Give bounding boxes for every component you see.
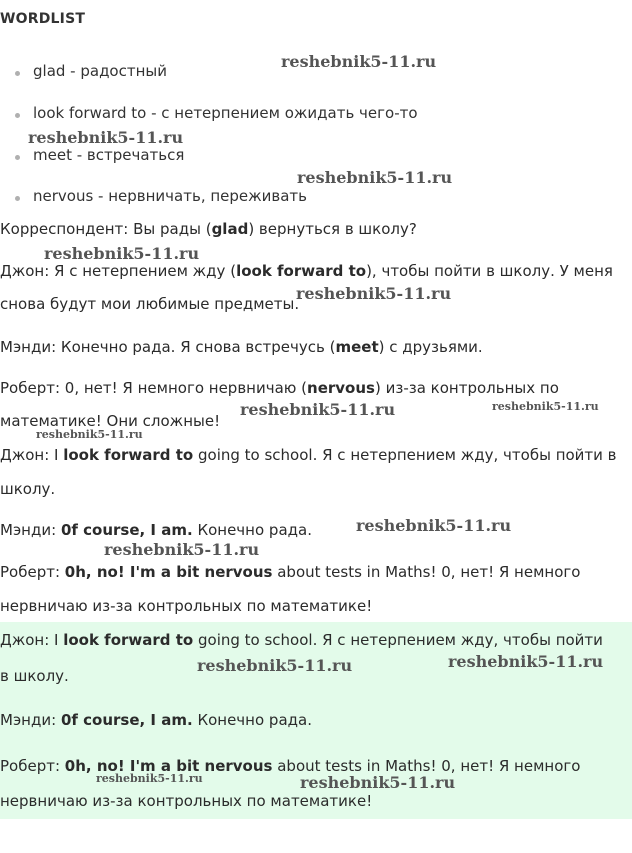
mandy-line	[0, 338, 483, 356]
speaker: Мэнди:	[0, 711, 61, 729]
text: Конечно рада.	[192, 711, 312, 729]
speaker: Джон: I	[0, 631, 64, 649]
key-word: look forward to	[236, 262, 367, 280]
highlighted-john-continued: в школу.	[0, 667, 69, 685]
wordlist-heading: WORDLIST	[0, 11, 86, 27]
watermark: reshebnik5-11.ru	[28, 128, 184, 147]
text: ), чтобы пойти в школу. У меня	[366, 262, 613, 280]
wordlist-item-text: glad - радостный	[33, 62, 167, 80]
key-word: meet	[335, 338, 379, 356]
watermark: reshebnik5-11.ru	[197, 656, 353, 675]
phrase: look forward to	[63, 446, 194, 464]
wordlist-item	[14, 62, 167, 80]
correspondent-line	[0, 220, 417, 238]
answer-robert-continued: нервничаю из-за контрольных по математике!	[0, 597, 373, 615]
phrase: 0h, no! I'm a bit nervous	[64, 563, 273, 581]
watermark: reshebnik5-11.ru	[240, 400, 396, 419]
text: Конечно рада.	[192, 521, 312, 539]
watermark: reshebnik5-11.ru	[356, 516, 512, 535]
text: ) с друзьями.	[378, 338, 483, 356]
robert-line-continued: математике! Они сложные!	[0, 412, 221, 430]
text: about tests in Maths! 0, нет! Я немного	[272, 757, 581, 775]
wordlist-item-text: meet - встречаться	[33, 146, 185, 164]
speaker: Роберт:	[0, 757, 65, 775]
wordlist-item	[14, 104, 418, 122]
text: going to school. Я с нетерпением жду, чтобы пойти	[193, 631, 603, 649]
highlighted-robert	[0, 757, 580, 775]
text: Мэнди: Конечно рада. Я снова встречусь (	[0, 338, 336, 356]
highlighted-john	[0, 631, 603, 649]
watermark: reshebnik5-11.ru	[96, 772, 203, 785]
phrase: 0f course, I am.	[60, 711, 193, 729]
speaker: Джон: I	[0, 446, 64, 464]
watermark: reshebnik5-11.ru	[297, 168, 453, 187]
watermark: reshebnik5-11.ru	[281, 52, 437, 71]
watermark: reshebnik5-11.ru	[300, 773, 456, 792]
watermark: reshebnik5-11.ru	[492, 400, 599, 413]
wordlist-item-text: look forward to - с нетерпением ожидать чего-то	[33, 104, 418, 122]
text: going to school. Я с нетерпением жду, чтобы пойти в	[193, 446, 617, 464]
phrase: 0f course, I am.	[60, 521, 193, 539]
phrase: 0h, no! I'm a bit nervous	[64, 757, 273, 775]
text: ) вернуться в школу?	[248, 220, 417, 238]
phrase: look forward to	[63, 631, 194, 649]
watermark: reshebnik5-11.ru	[104, 540, 260, 559]
answer-john	[0, 446, 617, 464]
answer-robert	[0, 563, 580, 581]
watermark: reshebnik5-11.ru	[44, 244, 200, 263]
robert-line	[0, 379, 559, 397]
speaker: Мэнди:	[0, 521, 61, 539]
key-word: glad	[211, 220, 249, 238]
text: ) из-за контрольных по	[374, 379, 559, 397]
answer-john-continued: школу.	[0, 480, 56, 498]
watermark: reshebnik5-11.ru	[448, 652, 604, 671]
answer-mandy	[0, 521, 312, 539]
key-word: nervous	[307, 379, 375, 397]
text: about tests in Maths! 0, нет! Я немного	[272, 563, 581, 581]
john-line-continued: снова будут мои любимые предметы.	[0, 295, 300, 313]
text: Джон: Я с нетерпением жду (	[0, 262, 237, 280]
wordlist-item	[14, 187, 307, 205]
highlighted-robert-continued: нервничаю из-за контрольных по математике!	[0, 792, 373, 810]
highlighted-mandy	[0, 711, 312, 729]
watermark: reshebnik5-11.ru	[36, 428, 143, 441]
wordlist-item	[14, 146, 184, 164]
speaker: Роберт:	[0, 563, 65, 581]
text: Корреспондент: Вы рады (	[0, 220, 212, 238]
wordlist-item-text: nervous - нервничать, переживать	[33, 187, 308, 205]
john-line	[0, 262, 613, 280]
text: Роберт: 0, нет! Я немного нервничаю (	[0, 379, 308, 397]
watermark: reshebnik5-11.ru	[296, 284, 452, 303]
